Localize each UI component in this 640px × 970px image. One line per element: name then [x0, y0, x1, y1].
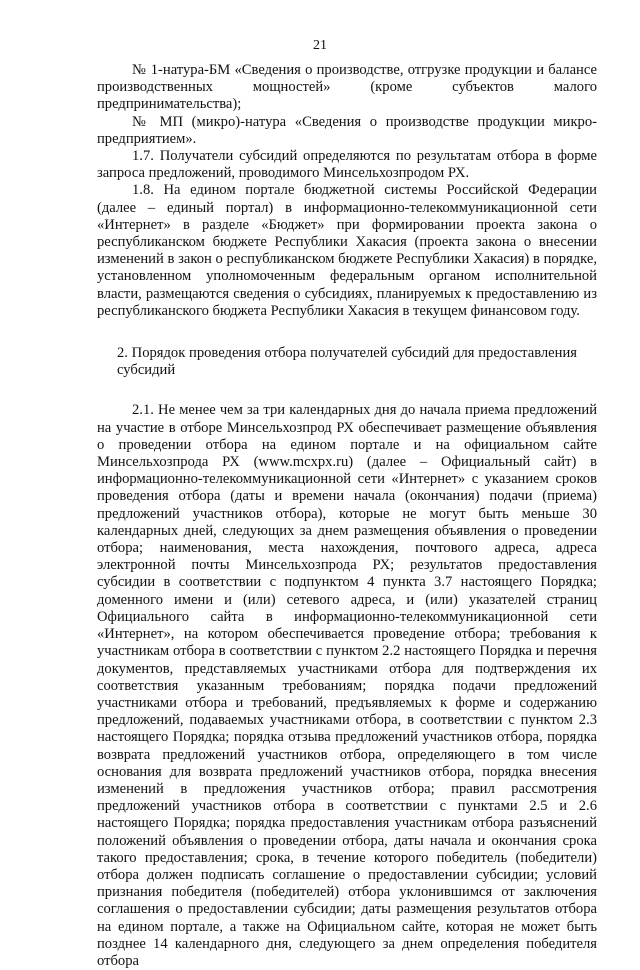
paragraph-1-7: 1.7. Получатели субсидий определяются по результатам отбора в форме запроса предложений, проводимого Минсельхозпродом РХ. — [97, 148, 597, 182]
document-body — [97, 62, 597, 970]
paragraph-1-8: 1.8. На едином портале бюджетной системы Российской Федерации (далее – единый портал) в информационно-телекоммуникационной сети «Интернет» в разделе «Бюджет» при формировании проекта закона о республиканском бюджете Республики Хакасия (проекта закона о внесении изменений в закон о республиканском бюджете Республики Хакасия) в порядке, установленном уполномоченным федеральным органом исполнительной власти, размещаются сведения о субсидиях, планируемых к предоставлению из республиканского бюджета Республики Хакасия в текущем финансовом году. — [97, 182, 597, 319]
section-heading: 2. Порядок проведения отбора получателей субсидий для предоставления субсидий — [117, 345, 577, 379]
paragraph-form-mp-micro: № МП (микро)-натура «Сведения о производстве продукции микро-предприятием». — [97, 113, 597, 147]
paragraph-form-1-natura-bm: № 1-натура-БМ «Сведения о производстве, отгрузке продукции и балансе производственных мощностей» (кроме субъектов малого предпринимательства); — [97, 62, 597, 113]
spacer — [97, 320, 597, 345]
page-number: 21 — [313, 38, 327, 53]
paragraph-2-1: 2.1. Не менее чем за три календарных дня до начала приема предложений на участие в отборе Минсельхозпрод РХ обеспечивает размещение объявления о проведении отбора на едином портале и на официальном сайте Минсельхозпрода РХ (www.mcxpx.ru) (далее – Официальный сайт) в информационно-телекоммуникационной сети «Интернет» с указанием сроков проведения отбора (даты и времени начала (окончания) подачи (приема) предложений участников отбора), которые не могут быть меньше 30 календарных дней, следующих за днем размещения объявления о проведении отбора; наименования, места нахождения, почтового адреса, адреса электронной почты Минсельхозпрода РХ; результатов предоставления субсидии в соответствии с подпунктом 4 пункта 3.7 настоящего Порядка; доменного имени и (или) сетевого адреса, и (или) указателей страниц Официального сайта в информационно-телекоммуникационной сети «Интернет», на котором обеспечивается проведение отбора; требования к участникам отбора в соответствии с пунктом 2.2 настоящего Порядка и перечня документов, представляемых участниками отбора для подтверждения их соответствия указанным требованиям; порядка подачи предложений участниками отбора и требований, предъявляемых к форме и содержанию предложений, подаваемых участниками отбора, в соответствии с пунктом 2.3 настоящего Порядка; порядка отзыва предложений участников отбора, порядка возврата предложений участников отбора, определяющего в том числе основания для возврата предложений участников отбора, порядка внесения изменений в предложения участников отбора; правил рассмотрения предложений участников отбора в соответствии с пунктами 2.5 и 2.6 настоящего Порядка; порядка предоставления участникам отбора разъяснений положений объявления о проведении отбора, даты начала и окончания срока такого предоставления; срока, в течение которого победитель (победители) отбора должен подписать соглашение о предоставлении субсидии; условий признания победителя (победителей) отбора уклонившимся от заключения соглашения о предоставлении субсидии; даты размещения результатов отбора на едином портале, а также на Официальном сайте, которая не может быть позднее 14 календарного дня, следующего за днем определения победителя отбора — [97, 402, 597, 969]
spacer — [97, 379, 597, 402]
